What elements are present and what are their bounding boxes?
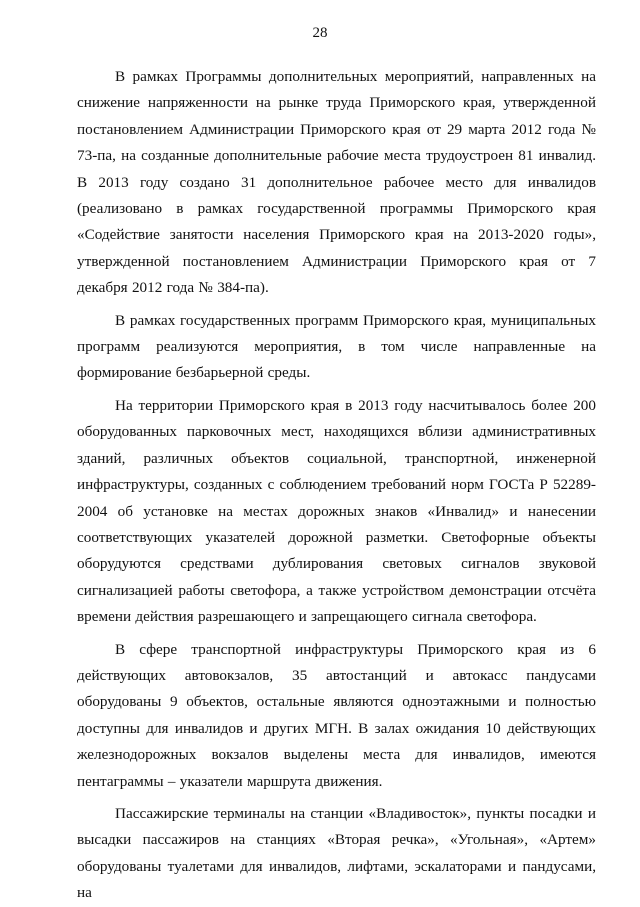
document-body [77,64,596,907]
paragraph-employment-program: В рамках Программы дополнительных мероприятий, направленных на снижение напряженности на рынке труда Приморского края, утвержденной постановлением Администрации Приморского края от 29 марта 2012 года № 73-па, на созданные дополнительные рабочие места трудоустроен 81 инвалид. В 2013 году создано 31 дополнительное рабочее место для инвалидов (реализовано в рамках государственной программы Приморского края «Содействие занятости населения Приморского края на 2013-2020 годы», утвержденной постановлением Администрации Приморского края от 7 декабря 2012 года № 384-па). [77,68,596,297]
paragraph-barrier-free-programs: В рамках государственных программ Приморского края, муниципальных программ реализуются мероприятия, в том числе направленные на формирование безбарьерной среды. [77,311,596,382]
page-number: 28 [312,25,328,41]
paragraph-passenger-terminals: Пассажирские терминалы на станции «Владивосток», пункты посадки и высадки пассажиров на станциях «Вторая речка», «Угольная», «Артем» оборудованы туалетами для инвалидов, лифтами, эскалаторами и пандусами, на [77,804,596,902]
paragraph-transport-infrastructure: В сфере транспортной инфраструктуры Приморского края из 6 действующих автовокзалов, 35 автостанций и автокасс пандусами оборудованы 9 объектов, остальные являются одноэтажными и полностью доступны для инвалидов и других МГН. В залах ожидания 10 действующих железнодорожных вокзалов выделены места для инвалидов, имеются пентаграммы – указатели маршрута движения. [77,640,596,790]
paragraph-parking-and-traffic-lights: На территории Приморского края в 2013 году насчитывалось более 200 оборудованных парковочных мест, находящихся вблизи административных зданий, различных объектов социальной, транспортной, инженерной инфраструктуры, созданных с соблюдением требований норм ГОСТа Р 52289-2004 об установке на местах дорожных знаков «Инвалид» и нанесении соответствующих указателей дорожной разметки. Светофорные объекты оборудуются средствами дублирования световых сигналов звуковой сигнализацией работы светофора, а также устройством демонстрации отсчёта времени действия разрешающего и запрещающего сигнала светофора. [77,396,596,626]
